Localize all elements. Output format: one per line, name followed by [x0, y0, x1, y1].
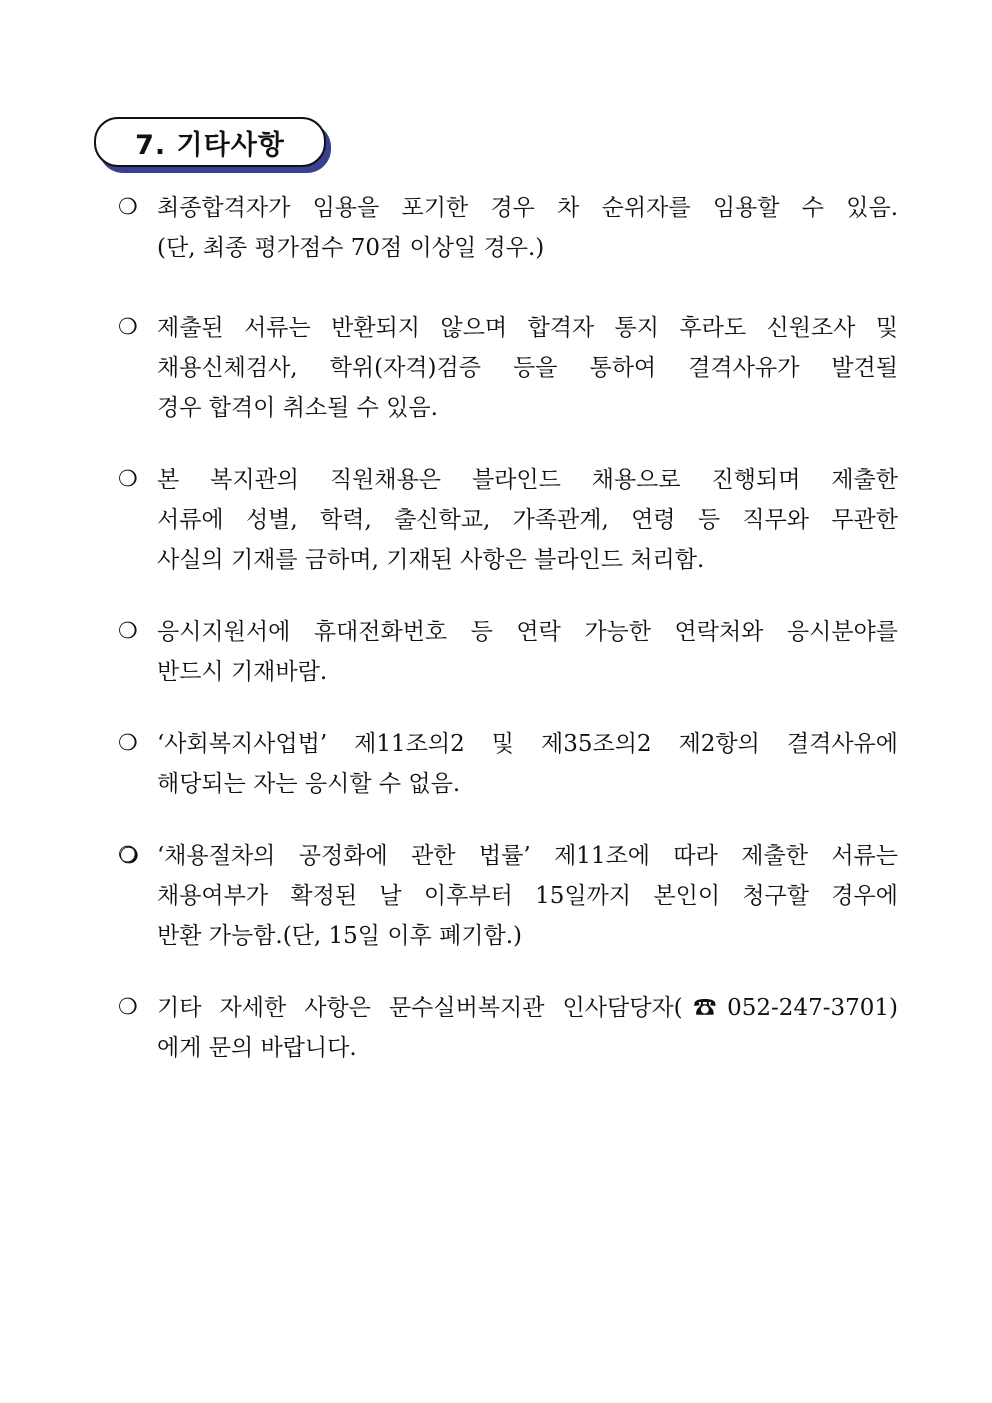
list-item: [118, 836, 898, 956]
circle-bullet-icon: ❍: [118, 315, 138, 340]
item-text-line: 응시지원서에 휴대전화번호 등 연락 가능한 연락처와 응시분야를: [157, 619, 898, 645]
item-text-line: ‘사회복지사업법’ 제11조의2 및 제35조의2 제2항의 결격사유에: [157, 731, 898, 757]
circle-bullet-icon: ❍: [118, 619, 138, 644]
list-item: [118, 612, 898, 692]
item-text-line: 해당되는 자는 응시할 수 없음.: [157, 771, 461, 797]
circle-bullet-icon: ❍: [118, 467, 138, 492]
circle-bullet-icon: ❍: [118, 995, 138, 1020]
list-item: [118, 308, 898, 428]
list-item: [118, 188, 898, 268]
circle-bullet-icon: ❍: [118, 843, 138, 868]
list-item: [118, 988, 898, 1068]
item-text-line: 채용신체검사, 학위(자격)검증 등을 통하여 결격사유가 발견될: [157, 355, 898, 381]
item-text-line: 반드시 기재바람.: [157, 659, 328, 685]
item-text-line: 반환 가능함.(단, 15일 이후 폐기함.): [157, 923, 523, 949]
item-text-line: 제출된 서류는 반환되지 않으며 합격자 통지 후라도 신원조사 및: [157, 315, 898, 341]
item-text-line: (단, 최종 평가점수 70점 이상일 경우.): [157, 235, 545, 261]
item-text-line: 최종합격자가 임용을 포기한 경우 차 순위자를 임용할 수 있음.: [157, 195, 898, 221]
item-text-line: 서류에 성별, 학력, 출신학교, 가족관계, 연령 등 직무와 무관한: [157, 507, 898, 533]
section-heading: 7. 기타사항: [135, 130, 285, 161]
item-text-line: 기타 자세한 사항은 문수실버복지관 인사담당자(☎052-247-3701): [157, 995, 898, 1021]
item-text-line: ‘채용절차의 공정화에 관한 법률’ 제11조에 따라 제출한 서류는: [157, 843, 898, 869]
circle-bullet-icon: ❍: [118, 731, 138, 756]
section-heading-box: [94, 117, 326, 167]
item-text-line: 채용여부가 확정된 날 이후부터 15일까지 본인이 청구할 경우에: [157, 883, 898, 909]
list-item: [118, 460, 898, 580]
item-text-line: 에게 문의 바랍니다.: [157, 1035, 357, 1061]
list-item: [118, 724, 898, 804]
circle-bullet-icon: ❍: [118, 195, 138, 220]
item-text-line: 경우 합격이 취소될 수 있음.: [157, 395, 438, 421]
item-text-line: 본 복지관의 직원채용은 블라인드 채용으로 진행되며 제출한: [157, 467, 898, 493]
item-text-line: 사실의 기재를 금하며, 기재된 사항은 블라인드 처리함.: [157, 547, 705, 573]
